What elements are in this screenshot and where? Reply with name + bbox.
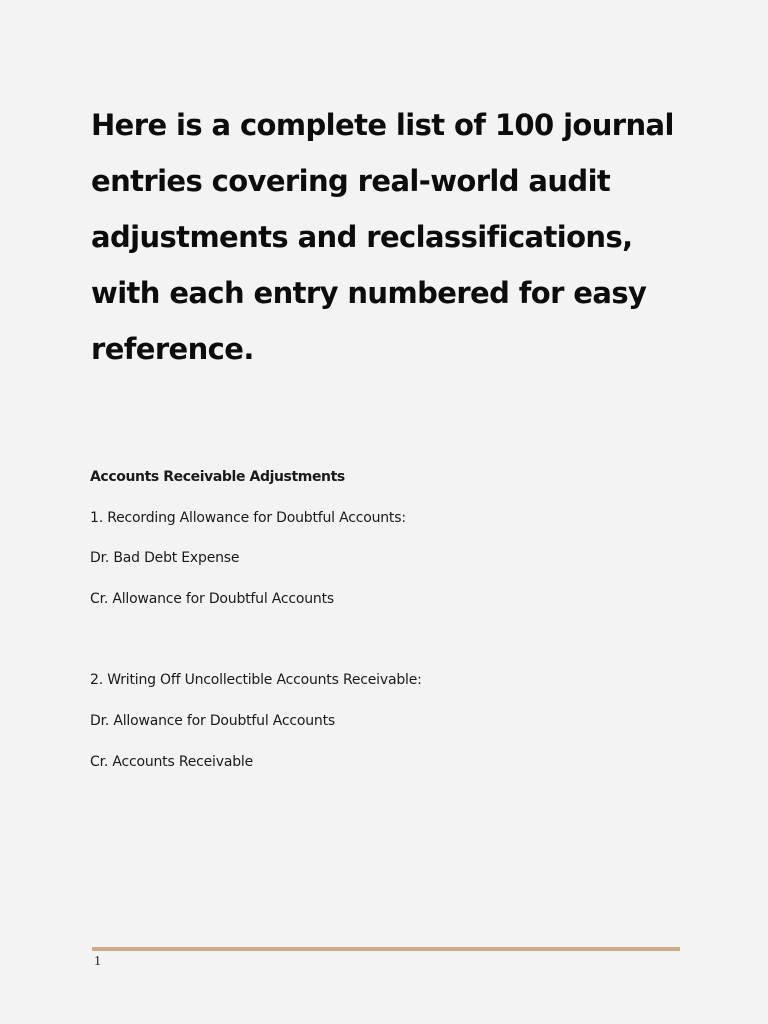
document-title: Here is a complete list of 100 journal entries covering real-world audit adjustments and reclassifications, with each entry numbered for easy reference.	[91, 108, 674, 366]
entry-credit-line: Cr. Allowance for Doubtful Accounts	[90, 591, 334, 608]
journal-entry-1	[90, 507, 690, 629]
entry-label: 1. Recording Allowance for Doubtful Accounts:	[90, 509, 406, 526]
document-body	[90, 466, 690, 792]
entry-label: 2. Writing Off Uncollectible Accounts Receivable:	[90, 672, 422, 689]
footer-divider	[92, 947, 680, 951]
section-heading-accounts-receivable: Accounts Receivable Adjustments	[90, 469, 345, 485]
entry-debit-line: Dr. Bad Debt Expense	[90, 550, 240, 567]
entry-spacer	[90, 629, 690, 670]
entry-credit-line: Cr. Accounts Receivable	[90, 753, 253, 770]
entry-debit-line: Dr. Allowance for Doubtful Accounts	[90, 713, 335, 730]
page-number: 1	[94, 954, 101, 969]
journal-entry-2	[90, 669, 690, 791]
